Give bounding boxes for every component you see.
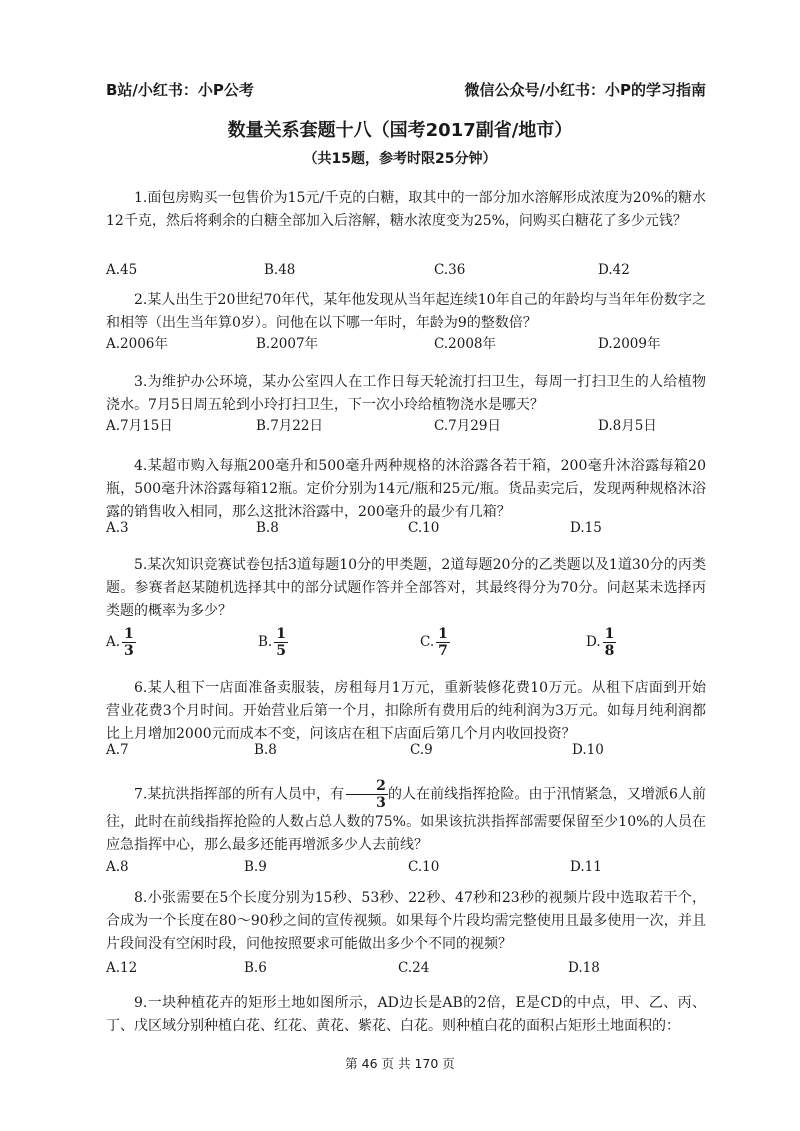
question-text: 3.为维护办公环境，某办公室四人在工作日每天轮流打扫卫生，每周一打扫卫生的人给植物浇水。7月5日周五轮到小玲打扫卫生，下一次小玲给植物浇水是哪天？ [106,374,706,413]
option-d[interactable]: D.18 [568,960,600,976]
option-d[interactable]: D.8月5日 [598,418,657,434]
option-d-letter: D. [586,634,601,650]
option-d[interactable] [586,626,616,659]
question-text: 5.某次知识竞赛试卷包括3道每题10分的甲类题，2道每题20分的乙类题以及1道30分的丙类题。参赛者赵某随机选择其中的部分试题作答并全部答对，其最终得分为70分。问赵某未选择丙类题的概率为多少？ [106,557,706,619]
option-b[interactable]: B.6 [244,960,267,976]
options [106,415,706,437]
page-subtitle: （共15题，参考时限25分钟） [303,151,497,167]
option-d[interactable]: D.15 [570,520,602,536]
question-text-part-1: 7.某抗洪指挥部的所有人员中，有 [134,786,345,803]
question-6 [106,677,706,758]
option-a[interactable]: A.7月15日 [106,418,173,434]
page-title: 数量关系套题十八（国考2017副省/地市） [227,120,573,141]
question-text: 4.某超市购入每瓶200毫升和500毫升两种规格的沐浴露各若干箱，200毫升沐浴露每箱20瓶，500毫升沐浴露每箱12瓶。定价分别为14元/瓶和25元/瓶。货品卖完后，发现两种规格沐浴露的销售收入相同，那么这批沐浴露中，200毫升的最少有几箱？ [106,458,706,520]
option-b[interactable]: B.9 [244,859,267,875]
option-c[interactable] [420,626,450,659]
options [106,259,706,281]
denominator: 3 [376,795,386,811]
fraction [346,778,388,811]
option-c[interactable]: C.24 [398,960,430,976]
option-b[interactable]: B.7月22日 [256,418,323,434]
question-7 [106,778,706,875]
page-footer: 第 46 页 共 170 页 [345,1056,455,1071]
option-b[interactable] [258,626,288,659]
option-a[interactable]: A.8 [106,859,129,875]
fraction [603,626,617,659]
option-c[interactable]: C.7月29日 [434,418,501,434]
option-c[interactable]: C.9 [410,742,433,758]
denominator: 3 [124,643,134,659]
options [106,856,706,878]
question-9 [106,992,706,1038]
question-text-part-2: 的人在前线指挥抢险。由于汛情紧急，又增派6人前往，此时在前线指挥抢险的人数占总人数的75%。如果该抗洪指挥部需要保留至少10%的人员在应急指挥中心，那么最多还能再增派多少人去前线？ [106,786,706,853]
option-c[interactable]: C.10 [408,520,440,536]
question-text [106,778,706,857]
option-a[interactable]: A.12 [106,960,138,976]
header-right: 微信公众号/小红书：小P的学习指南 [464,81,706,99]
question-text: 1.面包房购买一包售价为15元/千克的白糖，取其中的一部分加水溶解形成浓度为20%的糖水12千克，然后将剩余的白糖全部加入后溶解，糖水浓度变为25%，问购买白糖花了多少元钱？ [106,190,706,229]
option-b[interactable]: B.8 [256,520,279,536]
question-4 [106,455,706,536]
option-b[interactable]: B.2007年 [256,336,319,352]
fraction [274,626,288,659]
question-5 [106,554,706,659]
question-text: 9.一块种植花卉的矩形土地如图所示，AD边长是AB的2倍，E是CD的中点，甲、乙、丙、丁、戊区域分别种植白花、红花、黄花、紫花、白花。则种植白花的面积占矩形土地面积的： [106,995,706,1034]
question-text: 2.某人出生于20世纪70年代，某年他发现从当年起连续10年自己的年龄均与当年年份数字之和相等（出生当年算0岁）。问他在以下哪一年时，年龄为9的整数倍？ [106,292,706,331]
question-text: 6.某人租下一店面准备卖服装，房租每月1万元，重新装修花费10万元。从租下店面到开始营业花费3个月时间。开始营业后第一个月，扣除所有费用后的纯利润为3万元。如每月纯利润都比上月增加2000元而成本不变，问该店在租下店面后第几个月内收回投资？ [106,680,706,742]
question-text: 8.小张需要在5个长度分别为15秒、53秒、22秒、47秒和23秒的视频片段中选取若干个，合成为一个长度在80～90秒之间的宣传视频。如果每个片段均需完整使用且最多使用一次，并且片段间没有空闲时段，问他按照要求可能做出多少个不同的视频？ [106,890,706,952]
option-a[interactable]: A.3 [106,520,129,536]
numerator: 1 [438,626,448,642]
fraction [436,626,450,659]
denominator: 8 [604,643,615,659]
option-a[interactable] [106,626,136,659]
option-c[interactable]: C.2008年 [434,336,496,352]
denominator: 7 [438,643,448,659]
option-a-letter: A. [106,634,121,650]
denominator: 5 [276,643,286,659]
options [106,333,706,355]
question-2 [106,289,706,352]
option-d[interactable]: D.2009年 [598,336,661,352]
options [106,517,706,539]
options [106,739,706,761]
option-d[interactable]: D.11 [570,859,602,875]
option-c[interactable]: C.36 [434,262,466,278]
option-c[interactable]: C.10 [408,859,440,875]
option-a[interactable]: A.2006年 [106,336,168,352]
numerator: 1 [604,626,615,642]
option-d[interactable]: D.42 [598,262,630,278]
options [106,957,706,979]
option-a[interactable]: A.45 [106,262,138,278]
question-8 [106,887,706,976]
options [106,626,706,662]
option-b[interactable]: B.8 [254,742,277,758]
option-d[interactable]: D.10 [572,742,604,758]
option-b[interactable]: B.48 [264,262,296,278]
option-a[interactable]: A.7 [106,742,129,758]
option-b-letter: B. [258,634,273,650]
question-3 [106,371,706,434]
fraction [122,626,136,659]
numerator: 1 [124,626,134,642]
option-c-letter: C. [420,634,435,650]
numerator: 1 [276,626,286,642]
header-left: B站/小红书：小P公考 [106,81,254,99]
numerator: 2 [346,778,388,795]
question-1 [106,187,706,278]
